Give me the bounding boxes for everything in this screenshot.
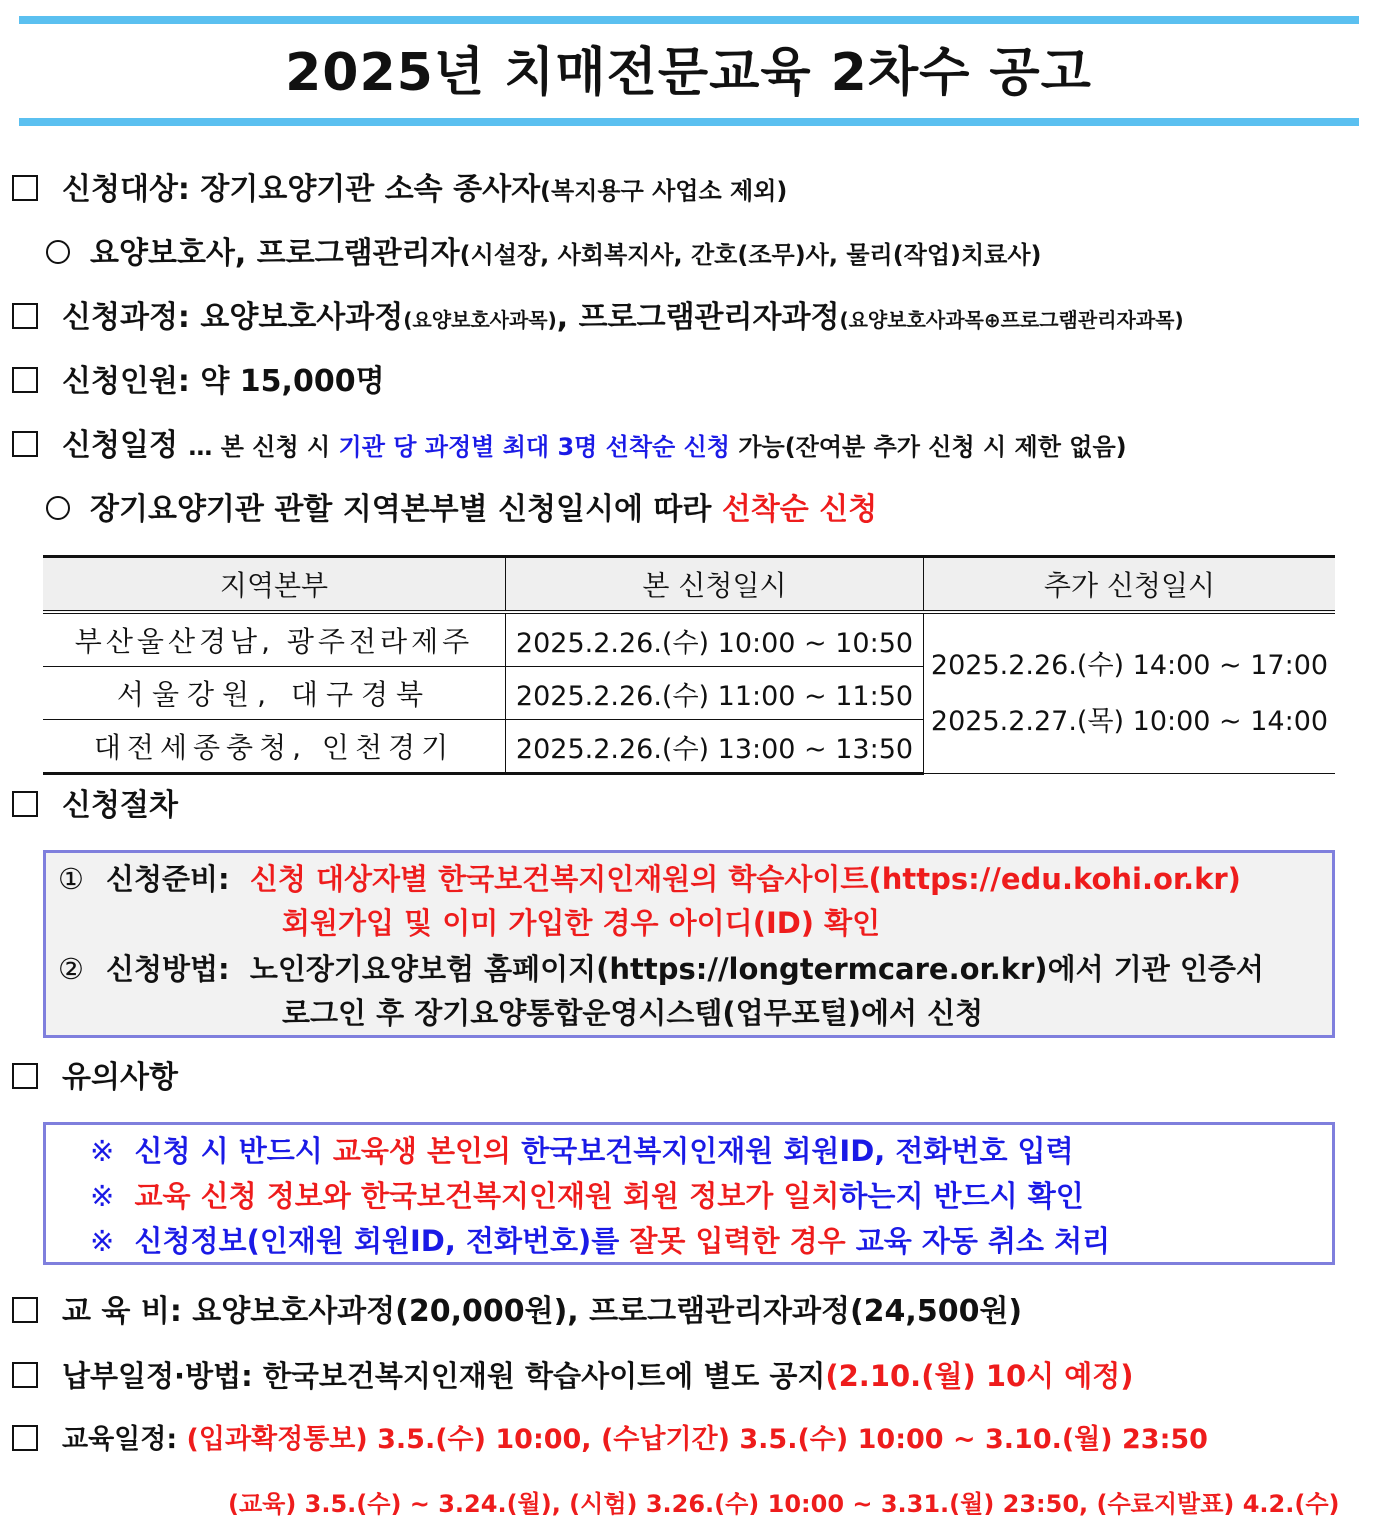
checkbox-icon — [12, 1297, 38, 1323]
checkbox-icon — [12, 367, 38, 393]
target-sub-main: 요양보호사, 프로그램관리자 — [90, 236, 460, 271]
target-sub-row — [46, 234, 1042, 275]
edu-line1: (입과확정통보) 3.5.(수) 10:00, (수납기간) 3.5.(수) 10:00 ~ 3.10.(월) 23:50 — [186, 1424, 1208, 1455]
note-mark: ※ — [90, 1134, 115, 1168]
additional-time: 2025.2.27.(목) 10:00 ~ 14:00 — [930, 705, 1329, 737]
main-time-cell: 2025.2.26.(수) 10:00 ~ 10:50 — [506, 612, 924, 667]
top-rule — [19, 16, 1359, 24]
people-row — [12, 362, 385, 402]
circle-bullet-icon — [46, 240, 70, 264]
item-number: ① — [58, 862, 84, 896]
checkbox-icon — [12, 791, 38, 817]
item-number: ② — [58, 952, 84, 986]
note-1 — [90, 1131, 1074, 1171]
table-header: 지역본부 — [43, 557, 506, 613]
table-header: 본 신청일시 — [506, 557, 924, 613]
main-time-cell: 2025.2.26.(수) 11:00 ~ 11:50 — [506, 667, 924, 720]
target-row — [12, 170, 787, 211]
table-header-row — [43, 557, 1335, 613]
procedure-item-1-line2: 회원가입 및 이미 가입한 경우 아이디(ID) 확인 — [282, 906, 881, 940]
fee-label: 교 육 비: — [62, 1294, 182, 1329]
note-mark: ※ — [90, 1179, 115, 1213]
payment-text: 한국보건복지인재원 학습사이트에 별도 공지 — [262, 1359, 826, 1393]
procedure-item-2-line2: 로그인 후 장기요양통합운영시스템(업무포털)에서 신청 — [282, 996, 984, 1030]
checkbox-icon — [12, 431, 38, 457]
course-a-note: (요양보호사과목) — [403, 308, 557, 332]
page-title: 2025년 치매전문교육 2차수 공고 — [285, 43, 1092, 103]
note-2-a: 교육 신청 정보와 한국보건복지인재원 회원 정보가 일치 — [134, 1179, 840, 1213]
additional-time: 2025.2.26.(수) 14:00 ~ 17:00 — [930, 649, 1329, 681]
checkbox-icon — [12, 1063, 38, 1089]
schedule-sub-row — [46, 490, 877, 530]
procedure-panel — [43, 850, 1335, 1038]
course-sep: , — [556, 300, 579, 335]
fee-row — [12, 1292, 1022, 1332]
people-text: 약 15,000명 — [200, 364, 385, 399]
note-2-b: 하는지 반드시 확인 — [839, 1179, 1084, 1213]
bottom-rule — [19, 118, 1359, 126]
procedure-item-1 — [58, 859, 1241, 899]
item-line1: 신청 대상자별 한국보건복지인재원의 학습사이트(https://edu.kohi.or.kr) — [249, 862, 1241, 896]
checkbox-icon — [12, 303, 38, 329]
schedule-label: 신청일정 — [62, 428, 178, 463]
notes-label: 유의사항 — [62, 1060, 178, 1095]
main-time-cell: 2025.2.26.(수) 13:00 ~ 13:50 — [506, 720, 924, 774]
region-cell: 서울강원, 대구경북 — [43, 667, 506, 720]
note-3 — [90, 1221, 1110, 1261]
schedule-lead: … 본 신청 시 — [188, 433, 339, 461]
target-label: 신청대상: — [62, 172, 190, 207]
checkbox-icon — [12, 1362, 38, 1388]
procedure-item-2 — [58, 949, 1264, 989]
additional-time-cell — [924, 612, 1336, 774]
people-label: 신청인원: — [62, 364, 190, 399]
item-line1: 노인장기요양보험 홈페이지(https://longtermcare.or.kr)에서 기관 인증서 — [249, 952, 1264, 986]
note-3-b: 잘못 입력한 경우 — [629, 1224, 856, 1258]
region-cell: 부산울산경남, 광주전라제주 — [43, 612, 506, 667]
edu-row — [12, 1420, 1208, 1460]
note-mark: ※ — [90, 1224, 115, 1258]
course-row — [12, 298, 1184, 340]
item-label: 신청준비: — [106, 862, 230, 896]
course-label: 신청과정: — [62, 300, 190, 335]
payment-highlight: (2.10.(월) 10시 예정) — [825, 1359, 1134, 1393]
note-3-a: 신청정보(인재원 회원ID, 전화번호)를 — [134, 1224, 630, 1258]
schedule-sub-text: 장기요양기관 관할 지역본부별 신청일시에 따라 — [90, 492, 722, 527]
target-sub-note: (시설장, 사회복지사, 간호(조무)사, 물리(작업)치료사) — [459, 241, 1042, 269]
procedure-row — [12, 786, 178, 826]
schedule-table — [43, 555, 1335, 775]
checkbox-icon — [12, 1425, 38, 1451]
edu-label: 교육일정: — [62, 1424, 178, 1455]
edu-line2: (교육) 3.5.(수) ~ 3.24.(월), (시험) 3.26.(수) 10:00 ~ 3.31.(월) 23:50, (수료지발표) 4.2.(수) — [228, 1490, 1340, 1518]
payment-row — [12, 1356, 1134, 1396]
note-3-c: 교육 자동 취소 처리 — [855, 1224, 1111, 1258]
procedure-label: 신청절차 — [62, 788, 178, 823]
note-2 — [90, 1176, 1084, 1216]
schedule-sub-highlight: 선착순 신청 — [721, 492, 878, 527]
region-cell: 대전세종충청, 인천경기 — [43, 720, 506, 774]
item-label: 신청방법: — [106, 952, 230, 986]
notes-panel — [43, 1122, 1335, 1265]
payment-label: 납부일정·방법: — [62, 1359, 253, 1393]
table-row — [43, 612, 1335, 667]
target-note: (복지용구 사업소 제외) — [540, 177, 788, 205]
checkbox-icon — [12, 175, 38, 201]
note-1-a: 신청 시 반드시 — [134, 1134, 333, 1168]
note-1-c: 한국보건복지인재원 회원ID, 전화번호 입력 — [521, 1134, 1074, 1168]
table-header: 추가 신청일시 — [924, 557, 1336, 613]
course-b: 프로그램관리자과정 — [578, 300, 840, 335]
target-text: 장기요양기관 소속 종사자 — [200, 172, 541, 207]
schedule-highlight: 기관 당 과정별 최대 3명 선착순 신청 — [338, 433, 730, 461]
schedule-row — [12, 426, 1127, 467]
fee-text: 요양보호사과정(20,000원), 프로그램관리자과정(24,500원) — [192, 1294, 1023, 1329]
course-b-note: (요양보호사과목⊕프로그램관리자과목) — [839, 308, 1184, 332]
notes-row — [12, 1058, 178, 1098]
course-a: 요양보호사과정 — [200, 300, 404, 335]
circle-bullet-icon — [46, 496, 70, 520]
schedule-tail: 가능(잔여분 추가 신청 시 제한 없음) — [729, 433, 1127, 461]
note-1-b: 교육생 본인의 — [332, 1134, 522, 1168]
